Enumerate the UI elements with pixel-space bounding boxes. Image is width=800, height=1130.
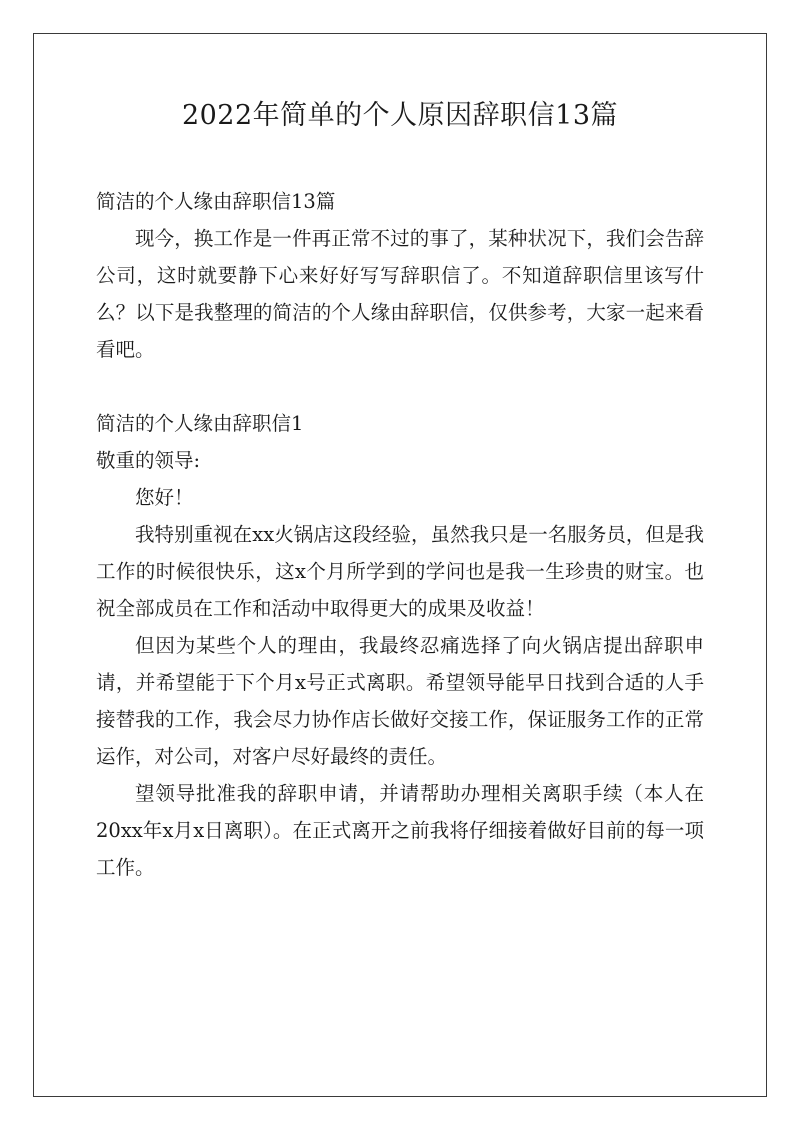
document-title: 2022年简单的个人原因辞职信13篇 [181, 100, 619, 131]
paragraph-gap [96, 368, 704, 405]
section-subtitle: 简洁的个人缘由辞职信13篇 [96, 190, 336, 213]
letter-greeting: 您好！ [135, 486, 194, 509]
document-body [96, 183, 704, 886]
letter-paragraph: 我特别重视在xx火锅店这段经验，虽然我只是一名服务员，但是我工作的时候很快乐，这x个月所学到的学问也是我一生珍贵的财宝。也祝全部成员在工作和活动中取得更大的成果及收益！ [96, 523, 704, 620]
letter-paragraph: 但因为某些个人的理由，我最终忍痛选择了向火锅店提出辞职申请，并希望能于下个月x号正式离职。希望领导能早日找到合适的人手接替我的工作，我会尽力协作店长做好交接工作，保证服务工作的正常运作，对公司，对客户尽好最终的责任。 [96, 634, 704, 768]
letter-heading: 简洁的个人缘由辞职信1 [96, 412, 304, 435]
letter-paragraph: 望领导批准我的辞职申请，并请帮助办理相关离职手续（本人在20xx年x月x日离职）。在正式离开之前我将仔细接着做好目前的每一项工作。 [96, 782, 704, 879]
intro-paragraph: 现今，换工作是一件再正常不过的事了，某种状况下，我们会告辞公司，这时就要静下心来好好写写辞职信了。不知道辞职信里该写什么？以下是我整理的简洁的个人缘由辞职信，仅供参考，大家一起来看看吧。 [96, 227, 704, 361]
letter-salutation: 敬重的领导: [96, 449, 201, 472]
